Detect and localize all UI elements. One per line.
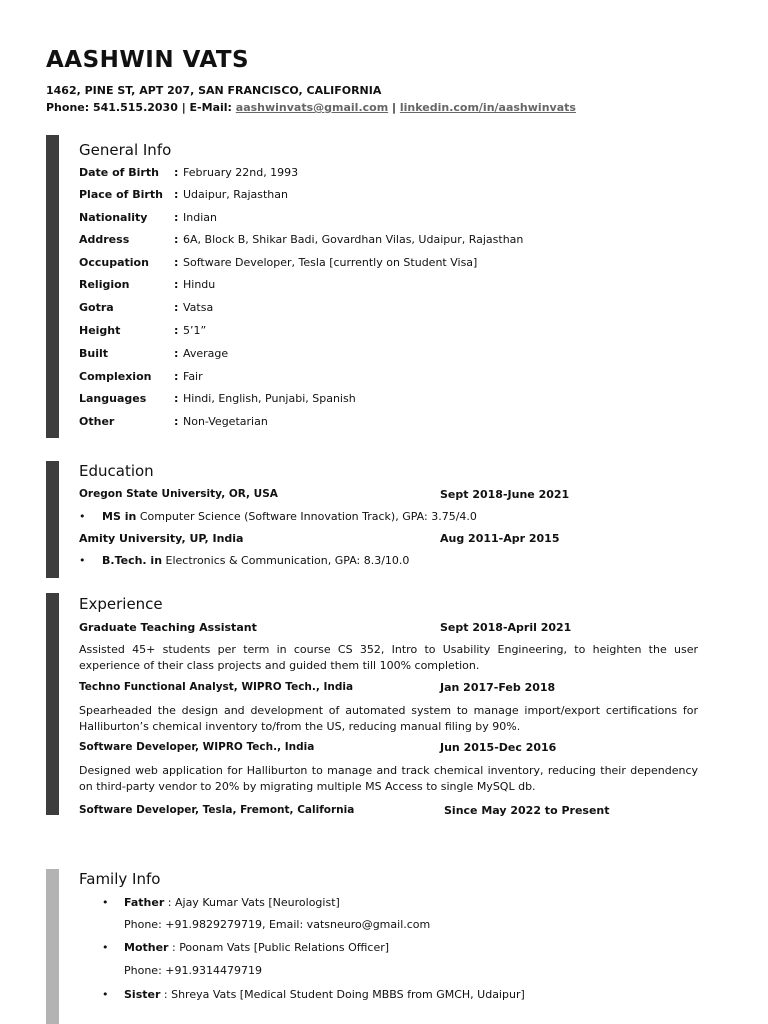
education-bar <box>46 461 59 578</box>
family-member-mother <box>124 941 389 954</box>
family-detail: Shreya Vats [Medical Student Doing MBBS from GMCH, Udaipur] <box>171 988 525 1001</box>
education-title: Education <box>79 462 154 480</box>
education-degree-line <box>102 554 409 567</box>
info-colon: : <box>174 256 179 269</box>
general-info-bar <box>46 135 59 438</box>
bullet-icon: • <box>79 510 86 523</box>
info-colon: : <box>174 301 179 314</box>
family-relation: Father <box>124 896 165 909</box>
info-value: 5’1” <box>183 324 207 337</box>
address-line: 1462, PINE ST, APT 207, SAN FRANCISCO, CALIFORNIA <box>46 84 382 97</box>
info-value: Udaipur, Rajasthan <box>183 188 288 201</box>
education-detail: Electronics & Communication, GPA: 8.3/10.0 <box>165 554 410 567</box>
bullet-icon: • <box>102 988 109 1001</box>
info-value: Non-Vegetarian <box>183 415 268 428</box>
info-label: Nationality <box>79 211 148 224</box>
education-dates: Aug 2011-Apr 2015 <box>440 532 560 545</box>
info-label: Complexion <box>79 370 152 383</box>
education-school: Amity University, UP, India <box>79 532 244 545</box>
education-degree: B.Tech. in <box>102 554 163 567</box>
info-value: 6A, Block B, Shikar Badi, Govardhan Vilas, Udaipur, Rajasthan <box>183 233 524 246</box>
info-value: Hindu <box>183 278 216 291</box>
info-colon: : <box>174 233 179 246</box>
experience-title: Experience <box>79 595 163 613</box>
info-colon: : <box>174 188 179 201</box>
info-value: Fair <box>183 370 203 383</box>
experience-dates: Jan 2017-Feb 2018 <box>440 681 556 694</box>
experience-description: Assisted 45+ students per term in course CS 352, Intro to Usability Engineering, to heighten the user experience of their class projects and guided them till 100% completion. <box>79 643 698 672</box>
bullet-icon: • <box>102 941 109 954</box>
info-colon: : <box>174 166 179 179</box>
education-detail: Computer Science (Software Innovation Track), GPA: 3.75/4.0 <box>139 510 477 523</box>
info-colon: : <box>174 347 179 360</box>
experience-role: Software Developer, WIPRO Tech., India <box>79 741 315 753</box>
info-label: Date of Birth <box>79 166 159 179</box>
linkedin-link[interactable]: linkedin.com/in/aashwinvats <box>399 101 576 114</box>
experience-bar <box>46 593 59 815</box>
info-label: Height <box>79 324 121 337</box>
info-value: Vatsa <box>183 301 214 314</box>
info-label: Religion <box>79 278 130 291</box>
family-relation: Mother <box>124 941 169 954</box>
education-degree-line <box>102 510 477 523</box>
info-label: Address <box>79 233 130 246</box>
experience-dates: Since May 2022 to Present <box>444 804 610 817</box>
info-value: Average <box>183 347 229 360</box>
family-detail: Poonam Vats [Public Relations Officer] <box>179 941 390 954</box>
contact-line <box>46 101 576 114</box>
info-label: Place of Birth <box>79 188 163 201</box>
info-colon: : <box>174 278 179 291</box>
family-contact: Phone: +91.9829279719, Email: vatsneuro@gmail.com <box>124 918 431 931</box>
family-colon: : <box>160 988 172 1001</box>
info-colon: : <box>174 324 179 337</box>
experience-description: Designed web application for Halliburton to manage and track chemical inventory, reducing their dependency on third-party vendor to 20% by migrating multiple MS Access to single MySQL db. <box>79 764 698 793</box>
contact-separator: | <box>388 101 400 114</box>
bullet-icon: • <box>79 554 86 567</box>
experience-dates: Sept 2018-April 2021 <box>440 621 572 634</box>
experience-role: Graduate Teaching Assistant <box>79 621 257 634</box>
family-detail: Ajay Kumar Vats [Neurologist] <box>174 896 340 909</box>
email-link[interactable]: aashwinvats@gmail.com <box>235 101 389 114</box>
info-colon: : <box>174 211 179 224</box>
experience-dates: Jun 2015-Dec 2016 <box>440 741 557 754</box>
family-member-sister <box>124 988 525 1001</box>
family-contact: Phone: +91.9314479719 <box>124 964 262 977</box>
info-label: Gotra <box>79 301 114 314</box>
phone-label: Phone: 541.515.2030 | E-Mail: <box>46 101 236 114</box>
family-colon: : <box>168 941 180 954</box>
family-info-title: Family Info <box>79 870 161 888</box>
education-dates: Sept 2018-June 2021 <box>440 488 570 501</box>
info-colon: : <box>174 415 179 428</box>
general-info-title: General Info <box>79 141 172 159</box>
info-value: Indian <box>183 211 217 224</box>
experience-description: Spearheaded the design and development of automated system to manage import/export certifications for Halliburton’s chemical inventory to/from the US, reducing manual filing by 90%. <box>79 704 698 733</box>
candidate-name: AASHWIN VATS <box>46 47 250 73</box>
family-member-father <box>124 896 340 909</box>
education-school: Oregon State University, OR, USA <box>79 488 278 500</box>
experience-role: Software Developer, Tesla, Fremont, California <box>79 804 355 816</box>
info-label: Languages <box>79 392 147 405</box>
info-label: Other <box>79 415 115 428</box>
education-degree: MS in <box>102 510 137 523</box>
family-info-bar <box>46 869 59 1024</box>
family-colon: : <box>164 896 175 909</box>
info-value: February 22nd, 1993 <box>183 166 299 179</box>
info-label: Built <box>79 347 109 360</box>
info-value: Software Developer, Tesla [currently on Student Visa] <box>183 256 478 269</box>
info-label: Occupation <box>79 256 149 269</box>
experience-role: Techno Functional Analyst, WIPRO Tech., India <box>79 681 354 693</box>
info-colon: : <box>174 370 179 383</box>
bullet-icon: • <box>102 896 109 909</box>
info-value: Hindi, English, Punjabi, Spanish <box>183 392 356 405</box>
family-relation: Sister <box>124 988 161 1001</box>
info-colon: : <box>174 392 179 405</box>
